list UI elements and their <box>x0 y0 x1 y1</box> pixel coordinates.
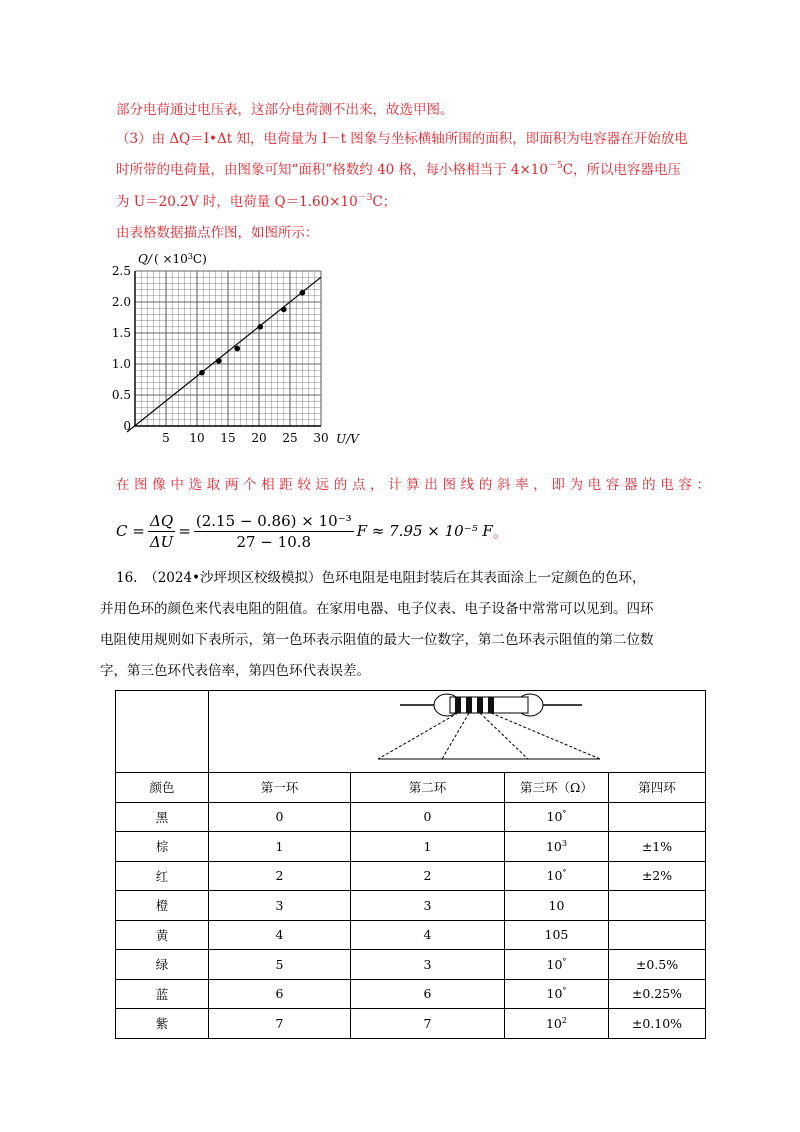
char: ， <box>369 477 384 493</box>
resistor-illustration-cell <box>209 691 706 773</box>
table-row: 红 2 2 10° ±2% <box>116 861 706 891</box>
char: 斜 <box>496 477 511 493</box>
table-row: 黑 0 0 10° <box>116 802 706 832</box>
char: 个 <box>242 477 257 493</box>
formula-fraction-1: $\frac{\Delta Q}{\Delta U}$ <box>149 511 174 551</box>
question-16-line-2: 并用色环的颜色来代表电阻的阻值。在家用电器、电子仪表、电子设备中常常可以见到。四环 <box>100 601 654 617</box>
x-tick-label: 10 <box>189 431 205 445</box>
table-row: 棕 1 1 $10^3$ ±1% <box>116 832 706 862</box>
char: 的 <box>333 477 348 493</box>
color-band-3 <box>477 697 483 713</box>
solution-line-1: 部分电荷通过电压表，这部分电荷测不出来，故选甲图。 <box>116 102 454 118</box>
data-point <box>199 370 205 376</box>
y-tick-label: 1.5 <box>111 326 131 340</box>
table-row: 黄 4 4 105 <box>116 920 706 950</box>
y-tick-label: 1.0 <box>111 357 131 371</box>
x-tick-label: 30 <box>313 431 329 445</box>
char: ， <box>533 477 547 493</box>
y-tick-label: 2.0 <box>111 295 131 309</box>
y-tick-label: 2.5 <box>111 264 131 278</box>
char: 电 <box>660 477 674 493</box>
y-axis-label: ( $\times 10^3C$) <box>154 252 207 266</box>
x-tick-label: 15 <box>220 431 236 445</box>
graph-fit-line <box>127 277 321 432</box>
char: 的 <box>642 477 656 493</box>
char: 计 <box>388 477 402 493</box>
color-ring-table <box>115 690 706 1039</box>
char: 在 <box>116 477 130 493</box>
char: 即 <box>551 477 565 493</box>
question-16-line-1: 16. （2024•沙坪坝区校级模拟）色环电阻是电阻封装后在其表面涂上一定颜色的色环， <box>116 570 646 586</box>
table-corner-cell <box>116 691 209 773</box>
y-tick-label: 0 <box>123 419 131 433</box>
char: 较 <box>297 477 311 493</box>
solution-line-4: 为 U＝20.2V 时，电荷量 $Q=1.60\times 10^{-3}C$； <box>116 193 397 210</box>
y-axis-label-prefix: Q/ <box>138 252 152 266</box>
q-u-graph <box>108 250 359 450</box>
char: 容 <box>605 477 620 493</box>
char: 率 <box>515 477 529 493</box>
char: 像 <box>152 477 166 493</box>
char: ： <box>696 477 710 493</box>
char: 的 <box>478 477 493 493</box>
char: 远 <box>315 477 330 493</box>
table-row: 绿 5 3 10° ±0.5% <box>116 950 706 980</box>
y-tick-label: 0.5 <box>111 388 131 402</box>
x-tick-label: 20 <box>251 431 267 445</box>
resistor-diagram <box>210 691 705 769</box>
char: 图 <box>442 477 457 493</box>
char: 距 <box>279 477 293 493</box>
fit-line <box>127 277 321 432</box>
char: 容 <box>678 477 692 493</box>
char: 电 <box>587 477 602 493</box>
char: 中 <box>170 477 184 493</box>
x-tick-label: 5 <box>162 431 170 445</box>
data-point <box>257 324 263 330</box>
table-row: 蓝 6 6 10° ±0.25% <box>116 979 706 1009</box>
solution-line-2: （3）由 ΔQ＝I•Δt 知，电荷量为 I－t 图象与坐标横轴所围的面积，即面积为电容器在开始放电 <box>116 131 688 147</box>
char: 两 <box>224 477 239 493</box>
char: 选 <box>188 477 203 493</box>
char: 算 <box>406 477 420 493</box>
question-16-line-3: 电阻使用规则如下表所示，第一色环表示阻值的最大一位数字，第二色环表示阻值的第二位数 <box>100 632 654 648</box>
color-band-1 <box>455 697 461 713</box>
formula-fraction-2: $\frac{\text{(2.15 − 0.86) × 10⁻³}}{27 - 10.8}$ <box>195 511 352 551</box>
x-tick-label: 25 <box>282 431 298 445</box>
char: 为 <box>569 477 584 493</box>
char: 线 <box>460 477 475 493</box>
char: 出 <box>424 477 438 493</box>
table-row: 紫 7 7 $10^2$ ±0.10% <box>116 1009 706 1039</box>
question-16-line-4: 字，第三色环代表倍率，第四色环代表误差。 <box>100 663 370 679</box>
table-row: 橙 3 3 10 <box>116 891 706 921</box>
solution-line-5: 由表格数据描点作图，如图所示： <box>116 225 319 241</box>
x-axis-label: U/V <box>336 432 359 446</box>
data-point <box>281 307 287 313</box>
char: 相 <box>261 477 275 493</box>
data-point <box>235 346 241 352</box>
capacitance-formula: C = $\frac{\Delta Q}{\Delta U}$ = $\frac{\text{(2.15 − 0.86) × 10⁻³}}{27 - 10.8}$ F ≈ 7.95 × 10⁻⁵ F 。 <box>116 511 508 551</box>
char: 点 <box>351 477 366 493</box>
color-band-4 <box>488 697 494 713</box>
char: 器 <box>623 477 638 493</box>
data-point <box>216 358 222 364</box>
data-point <box>300 290 306 296</box>
char: 图 <box>134 477 148 493</box>
table-header-row: 颜色 第一环 第二环 第三环（Ω） 第四环 <box>116 773 706 803</box>
color-band-2 <box>466 697 472 713</box>
solution-line-6 <box>116 473 710 493</box>
solution-line-3: 时所带的电荷量，由图象可知“面积”格数约 40 格，每小格相当于 $4\times 10^{-5}C$，所以电容器电压 <box>116 161 682 178</box>
char: 取 <box>206 477 221 493</box>
